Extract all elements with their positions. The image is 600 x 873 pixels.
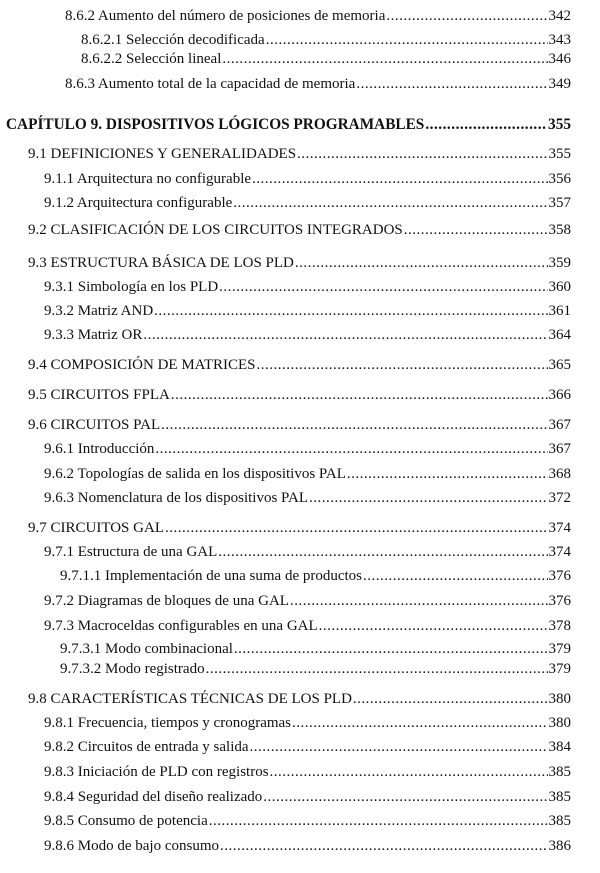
- toc-entry-page: 378: [548, 618, 571, 634]
- toc-section[interactable]: [28, 416, 571, 434]
- toc-section[interactable]: [28, 519, 571, 537]
- leader-dots: [297, 145, 547, 163]
- toc-section[interactable]: [28, 221, 571, 239]
- toc-entry-title: 9.7.2 Diagramas de bloques de una GAL: [44, 593, 289, 609]
- leader-dots: [206, 660, 548, 678]
- toc-entry-title: 9.1.2 Arquitectura configurable: [44, 195, 233, 211]
- leader-dots: [155, 440, 547, 458]
- toc-entry[interactable]: [81, 50, 571, 68]
- toc-entry-page: 379: [548, 641, 571, 657]
- toc-entry[interactable]: [44, 543, 571, 561]
- leader-dots: [165, 519, 548, 537]
- leader-dots: [171, 386, 548, 404]
- toc-entry-page: 376: [548, 568, 571, 584]
- leader-dots: [219, 278, 547, 296]
- toc-entry-page: 372: [548, 490, 571, 506]
- toc-entry-page: 368: [548, 466, 571, 482]
- leader-dots: [266, 31, 548, 49]
- toc-section-title: 9.4 COMPOSICIÓN DE MATRICES: [28, 357, 256, 373]
- toc-section-page: 367: [548, 417, 571, 433]
- toc-entry[interactable]: [44, 326, 571, 344]
- toc-entry-title: 9.3.2 Matriz AND: [44, 303, 154, 319]
- toc-entry-title: 9.3.3 Matriz OR: [44, 327, 143, 343]
- toc-entry-page: 357: [548, 195, 571, 211]
- toc-section-title: 9.3 ESTRUCTURA BÁSICA DE LOS PLD: [28, 255, 294, 271]
- toc-entry[interactable]: [65, 75, 571, 93]
- toc-entry-title: 8.6.3 Aumento total de la capacidad de memoria: [65, 76, 356, 92]
- toc-section-title: 9.1 DEFINICIONES Y GENERALIDADES: [28, 146, 297, 162]
- toc-entry-title: 9.8.5 Consumo de potencia: [44, 813, 208, 829]
- toc-section-page: 365: [548, 357, 571, 373]
- toc-entry-title: 8.6.2.2 Selección lineal: [81, 51, 222, 67]
- toc-entry-title: 9.3.1 Simbología en los PLD: [44, 279, 219, 295]
- toc-entry-title: 9.8.1 Frecuencia, tiempos y cronogramas: [44, 715, 292, 731]
- toc-section-page: 380: [548, 691, 571, 707]
- toc-entry-title: 9.8.2 Circuitos de entrada y salida: [44, 739, 249, 755]
- toc-entry[interactable]: [44, 788, 571, 806]
- toc-entry-title: 9.6.3 Nomenclatura de los dispositivos PAL: [44, 490, 309, 506]
- leader-dots: [356, 75, 547, 93]
- leader-dots: [161, 416, 547, 434]
- leader-dots: [290, 592, 548, 610]
- leader-dots: [250, 738, 548, 756]
- toc-entry[interactable]: [44, 465, 571, 483]
- toc-entry-title: 9.6.2 Topologías de salida en los dispositivos PAL: [44, 466, 346, 482]
- toc-entry-page: 385: [548, 789, 571, 805]
- toc-entry-title: 9.7.3 Macroceldas configurables en una GAL: [44, 618, 318, 634]
- leader-dots: [347, 465, 548, 483]
- toc-entry[interactable]: [44, 489, 571, 507]
- toc-entry-page: 364: [548, 327, 571, 343]
- leader-dots: [143, 326, 547, 344]
- toc-entry-title: 8.6.2.1 Selección decodificada: [81, 32, 265, 48]
- leader-dots: [234, 640, 548, 658]
- chapter-title: CAPÍTULO 9. DISPOSITIVOS LÓGICOS PROGRAMABLES: [6, 116, 425, 133]
- toc-entry-title: 9.1.1 Arquitectura no configurable: [44, 171, 252, 187]
- toc-entry-title: 8.6.2 Aumento del número de posiciones de memoria: [65, 8, 386, 24]
- toc-entry[interactable]: [44, 714, 571, 732]
- toc-entry[interactable]: [44, 592, 571, 610]
- toc-entry-title: 9.7.1.1 Implementación de una suma de productos: [60, 568, 363, 584]
- toc-entry[interactable]: [81, 31, 571, 49]
- toc-entry-page: 356: [548, 171, 571, 187]
- leader-dots: [218, 543, 547, 561]
- toc-entry[interactable]: [44, 440, 571, 458]
- toc-entry-title: 9.8.3 Iniciación de PLD con registros: [44, 764, 269, 780]
- leader-dots: [220, 837, 548, 855]
- toc-entry-page: 361: [548, 303, 571, 319]
- leader-dots: [263, 788, 547, 806]
- toc-section-title: 9.8 CARACTERÍSTICAS TÉCNICAS DE LOS PLD: [28, 691, 352, 707]
- toc-entry[interactable]: [44, 194, 571, 212]
- toc-entry-page: 342: [548, 8, 571, 24]
- toc-section[interactable]: [28, 690, 571, 708]
- leader-dots: [292, 714, 547, 732]
- leader-dots: [222, 50, 547, 68]
- toc-section-page: 366: [548, 387, 571, 403]
- leader-dots: [295, 254, 548, 272]
- toc-entry-title: 9.6.1 Introducción: [44, 441, 155, 457]
- toc-entry-page: 380: [548, 715, 571, 731]
- toc-entry-page: 349: [548, 76, 571, 92]
- leader-dots: [404, 221, 548, 239]
- toc-section-page: 359: [548, 255, 571, 271]
- leader-dots: [252, 170, 547, 188]
- toc-entry-page: 379: [548, 661, 571, 677]
- toc-entry-page: 385: [548, 764, 571, 780]
- toc-section-page: 355: [548, 146, 571, 162]
- toc-entry[interactable]: [44, 837, 571, 855]
- toc-section[interactable]: [28, 254, 571, 272]
- leader-dots: [353, 690, 548, 708]
- toc-entry[interactable]: [44, 278, 571, 296]
- toc-entry-title: 9.8.4 Seguridad del diseño realizado: [44, 789, 263, 805]
- toc-section-title: 9.6 CIRCUITOS PAL: [28, 417, 161, 433]
- leader-dots: [233, 194, 547, 212]
- toc-entry-page: 367: [548, 441, 571, 457]
- toc-entry[interactable]: [60, 660, 571, 678]
- toc-section[interactable]: [28, 356, 571, 374]
- toc-section-title: 9.7 CIRCUITOS GAL: [28, 520, 164, 536]
- toc-entry-page: 374: [548, 544, 571, 560]
- leader-dots: [257, 356, 548, 374]
- chapter-heading[interactable]: [6, 116, 571, 134]
- toc-section-page: 374: [548, 520, 571, 536]
- leader-dots: [425, 116, 547, 134]
- toc-entry-title: 9.7.3.1 Modo combinacional: [60, 641, 233, 657]
- toc-section[interactable]: [28, 386, 571, 404]
- toc-entry-page: 346: [548, 51, 571, 67]
- toc-section-title: 9.2 CLASIFICACIÓN DE LOS CIRCUITOS INTEGRADOS: [28, 222, 403, 238]
- leader-dots: [363, 567, 547, 585]
- toc-entry[interactable]: [60, 640, 571, 658]
- toc-entry[interactable]: [60, 567, 571, 585]
- leader-dots: [309, 489, 547, 507]
- toc-entry[interactable]: [44, 302, 571, 320]
- toc-section[interactable]: [28, 145, 571, 163]
- toc-entry[interactable]: [65, 7, 571, 25]
- toc-entry[interactable]: [44, 738, 571, 756]
- toc-entry-page: 343: [548, 32, 571, 48]
- toc-section-title: 9.5 CIRCUITOS FPLA: [28, 387, 170, 403]
- toc-entry-title: 9.8.6 Modo de bajo consumo: [44, 838, 219, 854]
- toc-entry[interactable]: [44, 170, 571, 188]
- toc-entry-page: 385: [548, 813, 571, 829]
- toc-entry[interactable]: [44, 617, 571, 635]
- toc-entry-title: 9.7.1 Estructura de una GAL: [44, 544, 218, 560]
- leader-dots: [319, 617, 548, 635]
- toc-entry-page: 386: [548, 838, 571, 854]
- toc-entry[interactable]: [44, 812, 571, 830]
- leader-dots: [154, 302, 547, 320]
- leader-dots: [386, 7, 547, 25]
- leader-dots: [270, 763, 548, 781]
- leader-dots: [209, 812, 548, 830]
- toc-entry[interactable]: [44, 763, 571, 781]
- chapter-page: 355: [548, 116, 571, 133]
- toc-section-page: 358: [548, 222, 571, 238]
- toc-entry-page: 376: [548, 593, 571, 609]
- toc-entry-page: 384: [548, 739, 571, 755]
- toc-entry-title: 9.7.3.2 Modo registrado: [60, 661, 205, 677]
- toc-entry-page: 360: [548, 279, 571, 295]
